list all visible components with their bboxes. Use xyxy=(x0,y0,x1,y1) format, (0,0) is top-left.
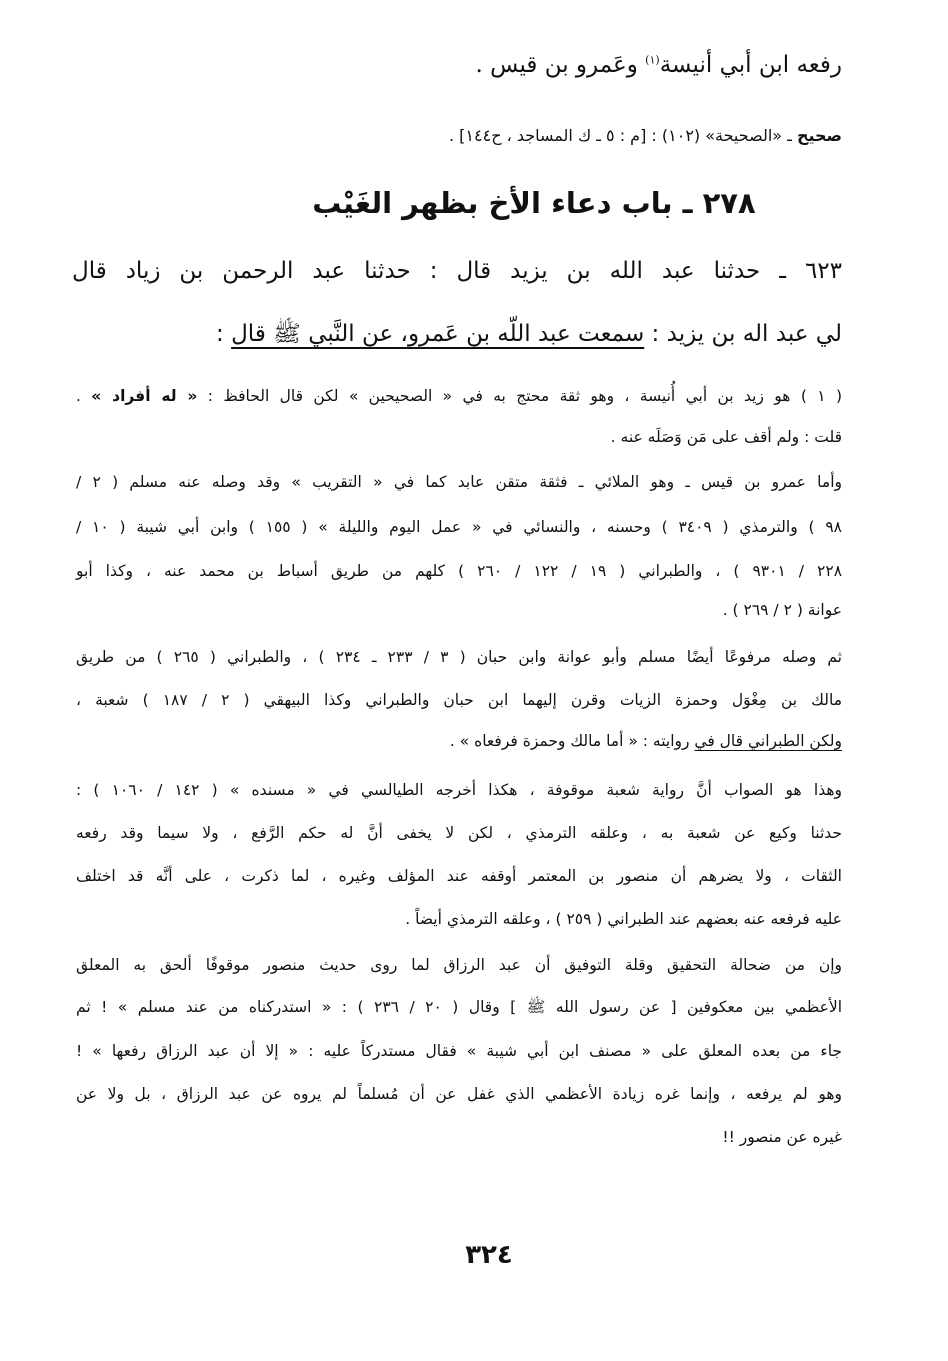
footnote-line-4: ٩٨ ) والترمذي ( ٣٤٠٩ ) وحسنه ، والنسائي في « عمل اليوم والليلة » ( ١٥٥ ) وابن أبي شيبة ( ١٠ / xyxy=(76,518,842,536)
footnote-mark-1: (١) xyxy=(645,53,660,67)
continuation-line xyxy=(476,52,842,78)
page-number: ٣٢٤ xyxy=(465,1240,513,1270)
footnote-line-10: وهذا هو الصواب أنَّ رواية شعبة موقوفة ، هكذا أخرجه الطيالسي في « مسنده » ( ١٤٢ / ١٠٦٠ ) : xyxy=(76,781,842,799)
footnote-text: ( ١ ) هو زيد بن أبي أُنيسة ، وهو ثقة محتج به في « الصحيحين » لكن قال الحافظ : xyxy=(197,387,842,405)
continuation-text-start: رفعه ابن أبي أنيسة xyxy=(659,52,842,78)
footnote-line-8: مالك بن مِغْوَل وحمزة الزيات وقرن إليهما ابن حبان والطبراني وكذا البيهقي ( ٢ / ١٨٧ ) شعبة ، xyxy=(76,691,842,709)
grade-reference: ـ «الصحيحة» (١٠٢) : [م : ٥ ـ ك المساجد ، ح١٤٤] . xyxy=(449,126,797,145)
hadith-line-2-end: : xyxy=(216,321,232,347)
footnote-line-17: وهو لم يرفعه ، وإنما غره زيادة الأعظمي الذي غفل عن أن مُسلماً لم يروه عن عبد الرزاق ، بل ولا عن xyxy=(76,1085,842,1103)
footnote-line-12: الثقات ، ولا يضرهم أن منصور بن المعتمر أوقفه عند المؤلف وغيره ، لما ذكرت ، على أنَّه قد اختلف xyxy=(76,867,842,885)
footnote-line-14: وإن من ضحالة التحقيق وقلة التوفيق أن عبد الرزاق لما روى حديث منصور موقوفًا ألحق به المعلق xyxy=(76,956,842,974)
footnote-line-7: ثم وصله مرفوعًا أيضًا مسلم وأبو عوانة وابن حبان ( ٣ / ٢٣٣ ـ ٢٣٤ ) ، والطبراني ( ٢٦٥ ) من طريق xyxy=(76,648,843,666)
footnote-bold-quote: « له أفراد » xyxy=(91,387,198,405)
footnote-line-2: قلت : ولم أقف على مَن وَصَلَه عنه . xyxy=(610,428,842,446)
footnote-line-13: عليه فرفعه عنه بعضهم عند الطبراني ( ٢٥٩ ) ، وعلقه الترمذي أيضاً . xyxy=(405,910,842,928)
footnote-line-3: وأما عمرو بن قيس ـ وهو الملائي ـ فثقة متقن عابد كما في « التقريب » وقد وصله عنه مسلم ( ٢ / xyxy=(76,473,842,491)
footnote-line-16: جاء من بعده المعلق على « مصنف ابن أبي شيبة » فقال مستدركاً عليه : « إلا أن عبد الرزاق رفعها » ! xyxy=(76,1042,842,1060)
footnote-line-1 xyxy=(76,389,842,405)
hadith-line-2-start: لي عبد اله بن يزيد : xyxy=(644,321,842,347)
footnote-text: روايته : « أما مالك وحمزة فرفعاه » . xyxy=(449,732,695,750)
chapter-heading: ٢٧٨ ـ باب دعاء الأخ بظهر الغَيْب xyxy=(312,186,756,220)
grade-line xyxy=(449,126,842,145)
footnote-line-15: الأعظمي بين معكوفين [ عن رسول الله ﷺ ] وقال ( ٢٠ / ٢٣٦ ) : « استدركناه من عند مسلم » ! ثم xyxy=(76,998,843,1016)
continuation-text-end: وعَمرو بن قيس . xyxy=(475,52,646,78)
footnote-line-11: حدثنا وكيع عن شعبة به ، وعلقه الترمذي ، لكن لا يخفى أنَّ له حكم الرَّفع ، ولا سيما وقد رفعه xyxy=(76,824,842,842)
footnote-line-6: عوانة ( ٢ / ٢٦٩ ) . xyxy=(722,601,842,619)
hadith-line-1: ٦٢٣ ـ حدثنا عبد الله بن يزيد قال : حدثنا عبد الرحمن بن زياد قال xyxy=(72,258,842,284)
footnote-underlined-text: ولكن الطبراني قال في xyxy=(694,732,842,750)
hadith-underlined-text: سمعت عبد اللّه بن عَمرو، عن النَّبي ﷺ قال xyxy=(231,321,645,347)
footnote-text-end: . xyxy=(76,387,92,405)
footnote-line-18: غيره عن منصور !! xyxy=(722,1128,842,1146)
footnote-line-5: ٢٢٨ / ٩٣٠١ ) ، والطبراني ( ١٩ / ١٢٢ / ٢٦٠ ) كلهم من طريق أسباط بن محمد عنه ، وكذا أبو xyxy=(76,562,843,580)
hadith-line-2 xyxy=(72,319,842,353)
grade-word: صحيح xyxy=(796,126,842,145)
footnote-line-9 xyxy=(76,734,842,750)
